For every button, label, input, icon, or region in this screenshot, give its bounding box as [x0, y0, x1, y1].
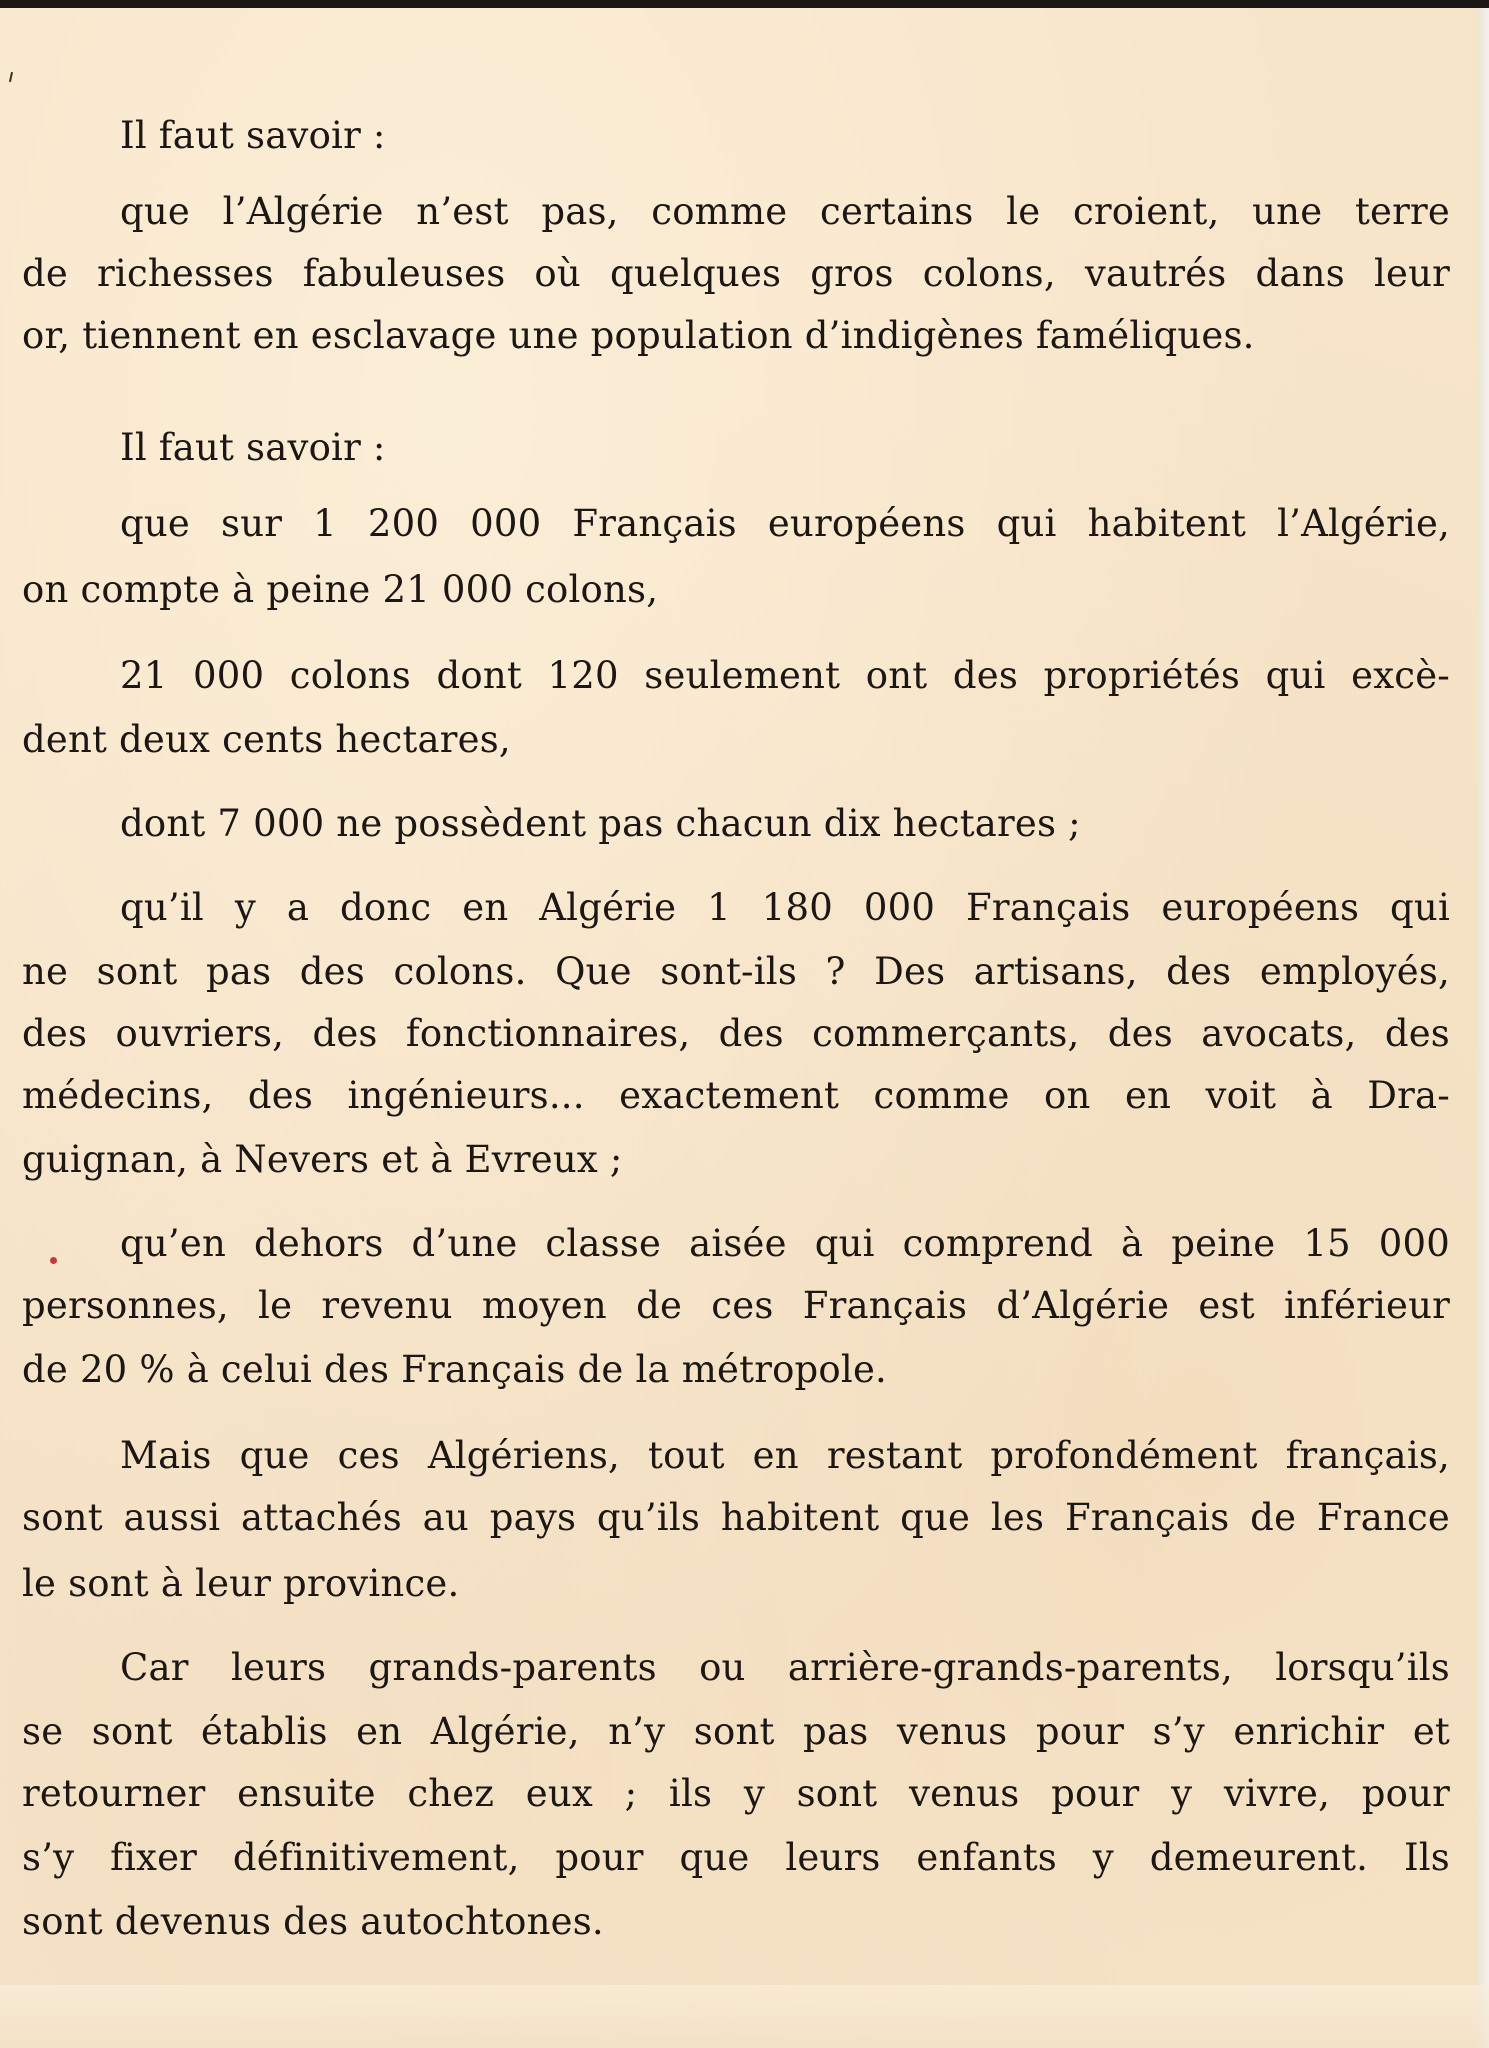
text-line: dent deux cents hectares,: [22, 718, 511, 761]
text-line: s’y fixer définitivement, pour que leurs enfants y demeurent. Ils: [22, 1836, 1450, 1879]
text-line: Mais que ces Algériens, tout en restant profondément français,: [120, 1434, 1450, 1477]
text-line: dont 7 000 ne possèdent pas chacun dix hectares ;: [120, 802, 1081, 845]
text-line: 21 000 colons dont 120 seulement ont des propriétés qui excè-: [120, 654, 1450, 697]
text-line: sont aussi attachés au pays qu’ils habitent que les Français de France: [22, 1496, 1450, 1539]
text-line: qu’il y a donc en Algérie 1 180 000 Français européens qui: [120, 886, 1450, 929]
text-line: qu’en dehors d’une classe aisée qui comprend à peine 15 000: [120, 1222, 1450, 1265]
text-line: le sont à leur province.: [22, 1562, 460, 1605]
text-line: que sur 1 200 000 Français européens qui habitent l’Algérie,: [120, 502, 1450, 545]
text-line: personnes, le revenu moyen de ces Français d’Algérie est inférieur: [22, 1284, 1450, 1327]
text-line: Il faut savoir :: [120, 114, 386, 157]
text-line: que l’Algérie n’est pas, comme certains le croient, une terre: [120, 190, 1450, 233]
red-ink-mark: [50, 1257, 57, 1264]
text-line: or, tiennent en esclavage une population d’indigènes faméliques.: [22, 314, 1255, 357]
scan-right-edge: [1477, 8, 1489, 2048]
text-line: des ouvriers, des fonctionnaires, des commerçants, des avocats, des: [22, 1012, 1450, 1055]
text-line: guignan, à Nevers et à Evreux ;: [22, 1138, 623, 1181]
text-line: se sont établis en Algérie, n’y sont pas venus pour s’y enrichir et: [22, 1710, 1450, 1753]
text-line: de 20 % à celui des Français de la métropole.: [22, 1348, 888, 1391]
text-line: Il faut savoir :: [120, 426, 386, 469]
text-line: sont devenus des autochtones.: [22, 1900, 604, 1943]
text-line: Car leurs grands-parents ou arrière-grands-parents, lorsqu’ils: [120, 1646, 1450, 1689]
text-line: ne sont pas des colons. Que sont-ils ? Des artisans, des employés,: [22, 950, 1450, 993]
scan-top-border: [0, 0, 1489, 8]
text-line: retourner ensuite chez eux ; ils y sont venus pour y vivre, pour: [22, 1772, 1450, 1815]
scan-bottom-band: [0, 1985, 1489, 2048]
text-line: médecins, des ingénieurs... exactement comme on en voit à Dra-: [22, 1074, 1450, 1117]
text-line: on compte à peine 21 000 colons,: [22, 568, 659, 611]
text-line: de richesses fabuleuses où quelques gros colons, vautrés dans leur: [22, 252, 1450, 295]
